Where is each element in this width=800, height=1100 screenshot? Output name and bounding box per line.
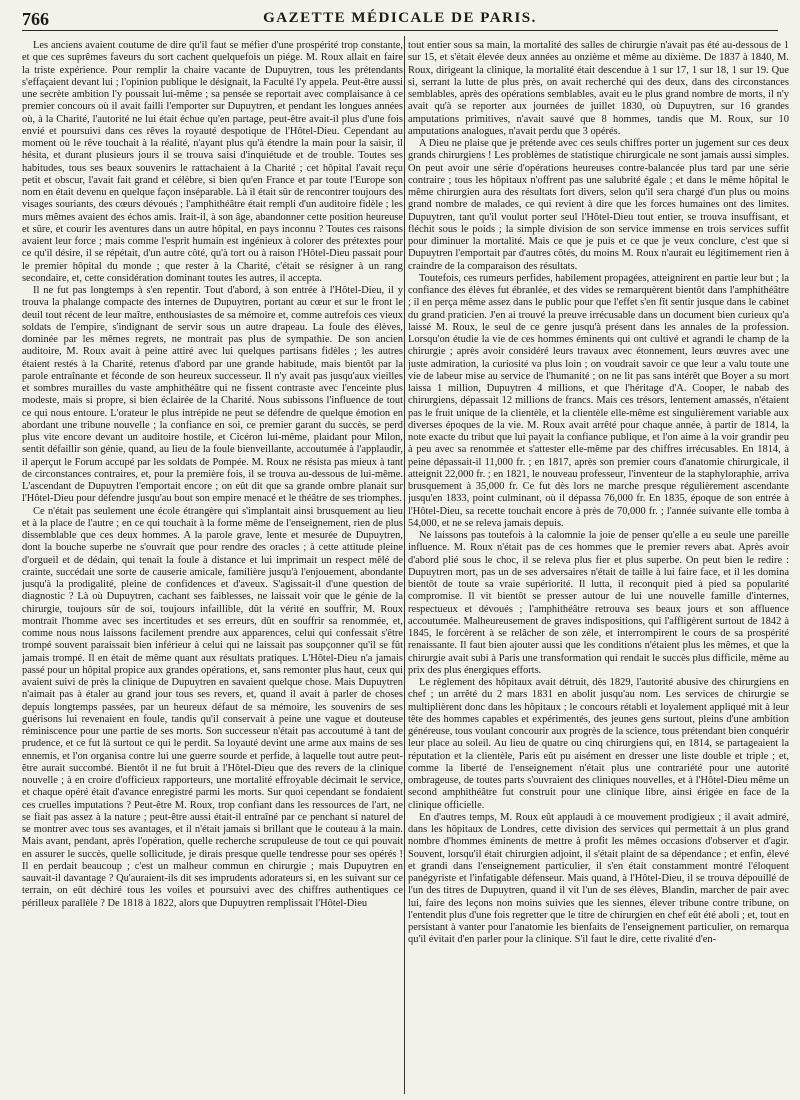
paragraph: Il ne fut pas longtemps à s'en repentir. Tout d'abord, à son entrée à l'Hôtel-Dieu, il y trouva la phalange compacte des internes de Dupuytren, portant au cœur et sur le front le deuil tout récent de leur maître, enthousiastes de sa mémoire et, comme autrefois ces vieux soldats de l'empire, s'indignant de servir sous un autre drapeau. La foule des élèves, dominée par les mêmes regrets, ne montrait pas plus de sympathie. De son ancien auditoire, M. Roux avait à peine attiré avec lui quelques partisans fidèles ; les autres étaient restés à la Charité, retenus d'abord par une grande habitude, mais bientôt par la parole entraînante et féconde de son heureux successeur. Il n'y avait pas jusqu'aux vieilles et sombres murailles du vaste amphithéâtre qui ne fissent contraste avec l'enceinte plus modeste, mais si propre, si bien éclairée de la Charité. Nous subissons l'influence de tout ce qui nous entoure. L'orateur le plus intrépide ne peut se défendre de quelque émotion en abordant une tribune nouvelle ; la confiance en soi, ce premier garant du succès, se perd plus vite encore devant un auditoire hostile, et Cicéron lui-même, plaidant pour Milon, sentit défaillir son génie, quand, au lieu de la foule bienveillante, accoutumée à l'applaudir, il aperçut le Forum accupé par les soldats de Pompée. M. Roux ne résista pas mieux à tant de circonstances contraires, et, pour la première fois, il se trouva au-dessous de lui-même. L'ascendant de Dupuytren l'emportait encore ; on eût dit que sa grande ombre planait sur l'Hôtel-Dieu pour défendre jusqu'au bout son empire menacé et le théâtre de ses triomphes. — [22, 285, 403, 505]
paragraph: Ne laissons pas toutefois à la calomnie la joie de penser qu'elle a eu seule une pareille influence. M. Roux n'était pas de ces hommes que le premier revers abat. Après avoir d'abord plié sous le choc, il se releva plus fier et plus superbe. On peut bien le redire : Dupuytren mort, pas un de ses adversaires n'était de taille à lui faire face, et il les domina bientôt de toute sa vraie supériorité. Il lutta, il reconquit pied à pied sa popularité compromise. Il vit bientôt se presser autour de lui une nouvelle famille d'internes, respectueux et dévoués ; l'amphithéâtre retrouva ses beaux jours et son affluence accoutumée. Malheureusement de graves indispositions, qui l'affligèrent surtout de 1842 à 1845, le forcèrent à se relâcher de son zèle, et interrompirent le cours de sa prospérité renaissante. Il faut bien ajouter aussi que les conditions n'étaient plus les mêmes, et que la chirurgie avait subi à Paris une transformation qui rendait le succès plus difficile, même au prix des plus énergiques efforts. — [408, 530, 789, 676]
paragraph: tout entier sous sa main, la mortalité des salles de chirurgie n'avait pas été au-dessous de 1 sur 15, et s'était élevée deux années au onzième et même au dixième. De 1837 à 1840, M. Roux, dirigeant la clinique, la mortalité était descendue à 1 sur 17, 1 sur 18, 1 sur 19. Que si, serrant la lutte de plus près, on avait recherché qui des deux, dans des circonstances semblables, après des opérations semblables, avait eu le plus grand nombre de morts, il n'y avait qu'à se reporter aux journées de juillet 1830, où Dupuytren, sur 16 grandes amputations primitives, n'avait sauvé que 8 hommes, tandis que M. Roux, sur 10 amputations analogues, n'avait perdu que 3 opérés. — [408, 40, 789, 137]
column-divider — [404, 36, 405, 1094]
journal-title: GAZETTE MÉDICALE DE PARIS. — [263, 10, 537, 26]
paragraph: Le règlement des hôpitaux avait détruit, dès 1829, l'autorité abusive des chirurgiens en chef ; un arrêté du 2 mars 1831 en abolit jusqu'au nom. Les services de chirurgie se multiplièrent donc dans les hôpitaux ; le concours rétabli et loyalement appliqué mit à leur tête des hommes capables et expérimentés, des jeunes gens surtout, pleins d'une ambition généreuse, tous voulant concourir aux progrès de la science, tous prétendant bien conquérir leur place au soleil. Au lieu de quatre ou cinq chirurgiens qui, en 1814, se partageaient la réputation et la clientèle, Paris eût pu aisément en dresser une liste double et triple ; et, comme la liberté de l'enseignement n'était plus une contrariété pour une autorité ombrageuse, de toutes parts s'ouvraient des cliniques nouvelles, et à l'Hôtel-Dieu même un second amphithéâtre fut construit pour une clinique libre, ainsi érigée en face de la clinique officielle. — [408, 677, 789, 811]
paragraph: Toutefois, ces rumeurs perfides, habilement propagées, atteignirent en partie leur but ; la confiance des élèves fut ébranlée, et des vides se remarquèrent bientôt dans l'amphithéâtre ; il en perça même assez dans le public pour que l'effet s'en fît sentir jusque dans le cabinet du grand praticien. J'en ai trouvé la preuve irrécusable dans un document bien curieux qu'a laissé M. Roux, le seul de ce genre jusqu'à présent dans les annales de la profession. Lorsqu'on étudie la vie de ces hommes éminents qui ont cultivé et agrandi le champ de la chirurgie ; après avoir considéré leurs travaux avec étonnement, leurs œuvres avec une juste admiration, la curiosité va plus loin ; on voudrait savoir ce que leur a valu toute une vie de labeur mise au service de l'humanité ; on ne lit pas sans intérêt que Boyer a su mort laissa 1 million, Dupuytren 4 millions, et que l'héritage d'A. Cooper, le nabab des chirurgiens, dépassait 12 millions de francs. Mais ces trésors, lentement amassés, n'étaient pas le fruit unique de la clientèle, et la clientèle elle-même est singulièrement variable aux diverses époques de la vie. M. Roux avait arrêté pour chaque année, à partir de 1814, la note exacte du tribut que lui payait la confiance publique, et l'on aime à la voir grandir peu à peu avec sa renommée et s'attester elle-même par des chiffres irrécusables. En 1814, à peine dépassait-il 11,000 fr. ; en 1817, après son premier cours d'anatomie chirurgicale, il atteignit 22,000 fr. ; en 1821, le nouveau professeur, l'inventeur de la staphyloraphie, arriva brusquement à 35,000 fr. Ce fut dès lors ne marche presque régulièrement ascendante jusqu'en 1833, point culminant, où il dépassa 76,000 fr. En 1835, époque de son entrée à l'Hôtel-Dieu, sa recette touchait encore à près de 70,000 fr. ; l'année suivante elle tomba à 54,000, et ne se releva jamais depuis. — [408, 272, 789, 529]
right-column — [408, 40, 789, 1092]
paragraph: A Dieu ne plaise que je prétende avec ces seuls chiffres porter un jugement sur ces deux grands chirurgiens ! Les problèmes de statistique chirurgicale ne sont jamais aussi simples. On peut avoir une série d'opérations heureuses contre-balancée plus tard par une série contraire ; tous les hôpitaux n'offrent pas une salubrité égale ; et dans le même hôpital le même chirurgien aura des résultats fort divers, selon qu'il sera chargé d'un plus ou moins grand nombre de malades, ce qui revient à dire que les forces humaines ont des limites. Dupuytren, tant qu'il voulut porter seul l'Hôtel-Dieu tout entier, se trouva insuffisant, et fléchit sous le poids ; la simple division de son service immense en trois services suffit pour diminuer la mortalité. Mais ce que je puis et ce que je veux conclure, c'est que si Dupuytren l'emportait par d'autres côtés, du moins M. Roux n'aurait eu légitimement rien à craindre de la comparaison des résultats. — [408, 138, 789, 272]
paragraph: Ce n'était pas seulement une école étrangère qui s'implantait ainsi brusquement au lieu et à la place de l'autre ; en ce qui touchait à la forme même de l'enseignement, rien de plus dissemblable que ces deux hommes. A la parole grave, lente et mesurée de Dupuytren, dont la bouche superbe ne s'ouvrait que pour rendre des oracles ; à cette attitude pleine d'orgueil et de dédain, qui tenait la foule à distance et lui imprimait un respect mêlé de crainte, succédait une sorte de causerie amicale, familière jusqu'à l'enjouement, abondante jusqu'à la prodigalité, pleine de confidences et d'aveux. S'agissait-il d'une question de diagnostic ? Là où Dupuytren, cachant ses faiblesses, ne laissait voir que le génie de la chirurgie, toujours sûr de soi, toujours infaillible, dût la vérité en souffrir, M. Roux montrait l'homme avec ses incertitudes et ses erreurs, dût en souffrir sa renommée, et, comme nous nous laissons facilement prendre aux apparences, celui qui confessait s'être trompé souvent paraissait bien inférieur à celui qui ne laissait pas soupçonner qu'il se fût jamais trompé. Il en était de même quant aux résultats pratiques. L'Hôtel-Dieu n'a jamais passé pour un hôpital propice aux grandes opérations, et, sans remonter plus haut, ceux qui avaient suivi de près la clinique de Dupuytren en savaient quelque chose. Mais Dupuytren n'aimait pas à étaler au grand jour tous ses revers, et, quand il avait à parler de choses depuis longtemps passées, par un heureux défaut de sa mémoire, les souvenirs de ses guérisons lui revenaient en foule, tandis qu'il conservait à peine une vague et douteuse réminiscence pour une partie de ses morts. Son successeur n'était pas accoutumé à tant de prudence, et ce fut là surtout ce qui le perdit. Sa loyauté devint une arme aux mains de ses ennemis, et l'on organisa contre lui une guerre sourde et perfide, à laquelle tout autre peut-être aurait succombé. Bientôt il ne fut bruit à l'Hôtel-Dieu que des revers de la clinique nouvelle ; à en croire d'officieux rapporteurs, une mortalité effroyable décimait le service, et chaque opéré était d'avance enregistré parmi les morts. Sur quoi cependant se fondaient ces cruelles imputations ? Peut-être M. Roux, trop confiant dans les ressources de l'art, ne se fiait pas assez à la nature ; peut-être aussi était-il entraîné par ce penchant si naturel de se montrer avec tous ses avantages, et il n'était jamais si brillant que le couteau à la main. Mais avant, pendant, après l'opération, quelle recherche scrupuleuse de tout ce qui pouvait en assurer le succès, quelle sollicitude, je dirais presque quelle tendresse pour ses opérés ! Il en perdait beaucoup ; c'est un malheur commun en chirurgie ; mais Dupuytren en sauvait-il davantage ? Qu'auraient-ils dit ses imprudents adorateurs si, en les suivant sur ce terrain, on eût déchiré tous les voiles et poursuivi avec des chiffres authentiques ce périlleux parallèle ? De 1818 à 1822, alors que Dupuytren remplissait l'Hôtel-Dieu — [22, 505, 403, 909]
page-header — [22, 8, 778, 31]
left-column — [22, 40, 403, 1092]
paragraph: Les anciens avaient coutume de dire qu'il faut se méfier d'une prospérité trop constante, et que ces suprêmes faveurs du sort cachent quelquefois un piége. M. Roux allait en faire la triste expérience. Pour remplir la chaire vacante de Dupuytren, tous les prétendants s'effaçaient devant lui ; l'opinion publique le désignait, la Faculté l'y appela. Peut-être aussi une secrète ambition l'y poussait lui-même ; sa pensée se reportait avec complaisance à ce premier concours où il avait failli l'emporter sur Dupuytren, et pendant les longues années où, à la Charité, l'autorité ne lui était échue qu'en partage, peut-être avait-il plus d'une fois envié et poursuivi dans ces rêves la royauté despotique de l'Hôtel-Dieu. Cependant au moment où le rêve touchait à la réalité, n'ayant plus qu'à étendre la main pour la saisir, il hésita, et durant plusieurs jours il se trouva saisi d'inquiétude et de trouble. Toutes ses habitudes, tous ses beaux souvenirs le rattachaient à la Charité ; cet hôpital l'avait reçu petit et obscur, l'avait fait grand et célèbre, si bien qu'en France et par toute l'Europe son nom en était devenu en quelque façon inséparable. Là il était sûr de rencontrer toujours des visages souriants, des cœurs dévoués ; l'amphithéâtre était rempli d'un auditoire fidèle ; les murs mêmes avaient des échos amis. Irait-il, à son âge, abandonner cette position heureuse et sûre, et courir les aventures dans un autre hôpital, en pays inconnu ? Toutes ces raisons avaient leur force ; mais comme l'esprit humain est ingénieux à colorer des prétextes pour ce qu'il désire, il se répétait, d'un autre côté, qu'à tort ou à raison l'Hôtel-Dieu passait pour le premier hôpital du monde ; que rester à la Charité, c'était se résigner à un rang secondaire, et, cette considération dominant toutes les autres, il accepta. — [22, 40, 403, 284]
paragraph: En d'autres temps, M. Roux eût applaudi à ce mouvement prodigieux ; il avait admiré, dans les hôpitaux de Londres, cette division des services qui permettait à un plus grand nombre d'hommes éminents de mettre à profit les mêmes occasions d'observer et d'agir. Souvent, lorsqu'il était chirurgien adjoint, il s'était plaint de sa dépendance ; et enfin, élevé et grandi dans l'enseignement particulier, il s'en était constamment montré l'éloquent panégyriste et l'infatigable défenseur. Mais quand, à l'Hôtel-Dieu, il se trouva dépouillé de l'un des titres de Dupuytren, quand il vit l'un de ses élèves, Blandin, marcher de pair avec lui, faire des leçons non moins suivies que les siennes, élever tribune contre tribune, on l'entendit plus d'une fois regretter que le titre de chirurgien en chef eût été aboli ; et, tout en persistant à vanter pour l'anatomie les bienfaits de l'enseignement particulier, on remarqua qu'il évitait d'en parler pour la clinique. S'il faut le dire, cette rivalité d'en- — [408, 811, 789, 946]
page-number: 766 — [22, 9, 49, 29]
